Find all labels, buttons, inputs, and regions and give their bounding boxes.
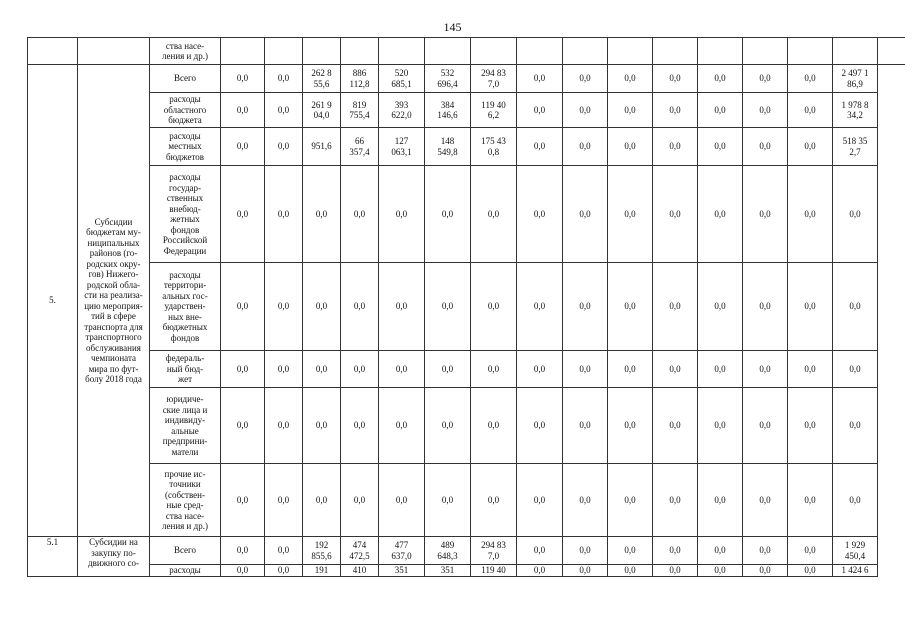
value-cell: 0,0	[653, 464, 698, 537]
value-cell: 294 83 7,0	[471, 65, 517, 93]
value-cell	[471, 38, 517, 65]
value-cell: 0,0	[517, 351, 563, 388]
value-cell: 0,0	[743, 263, 788, 351]
row-number: 5.1	[28, 537, 78, 577]
value-cell: 0,0	[653, 565, 698, 577]
value-cell: 0,0	[833, 464, 878, 537]
value-cell	[698, 38, 743, 65]
table-row	[28, 38, 905, 65]
value-cell: 477 637,0	[379, 537, 425, 565]
value-cell: 0,0	[379, 464, 425, 537]
funding-source: Всего	[150, 537, 221, 565]
funding-source: расходы территори- альных гос- ударствен- ных вне- бюджетных фондов	[150, 263, 221, 351]
table-row	[28, 565, 905, 577]
value-cell: 0,0	[653, 93, 698, 128]
value-cell: 0,0	[608, 388, 653, 464]
value-cell: 0,0	[698, 263, 743, 351]
value-cell: 520 685,1	[379, 65, 425, 93]
value-cell: 0,0	[221, 565, 265, 577]
value-cell: 410	[341, 565, 379, 577]
value-cell: 819 755,4	[341, 93, 379, 128]
value-cell	[221, 38, 265, 65]
value-cell: 0,0	[698, 464, 743, 537]
value-cell: 0,0	[265, 565, 303, 577]
value-cell: 0,0	[743, 388, 788, 464]
value-cell: 0,0	[341, 351, 379, 388]
value-cell: 0,0	[833, 263, 878, 351]
value-cell: 0,0	[743, 166, 788, 263]
value-cell: 0,0	[265, 464, 303, 537]
value-cell: 0,0	[517, 128, 563, 166]
value-cell: 192 855,6	[303, 537, 341, 565]
value-cell: 119 40	[471, 565, 517, 577]
value-cell: 0,0	[653, 128, 698, 166]
table-row	[28, 93, 905, 128]
value-cell: 0,0	[698, 65, 743, 93]
value-cell: 393 622,0	[379, 93, 425, 128]
value-cell: 0,0	[265, 128, 303, 166]
value-cell: 119 40 6,2	[471, 93, 517, 128]
value-cell: 148 549,8	[425, 128, 471, 166]
value-cell: 0,0	[788, 537, 833, 565]
value-cell: 0,0	[563, 351, 608, 388]
value-cell: 0,0	[471, 263, 517, 351]
measure-name: Субсидии на закупку по- движного со-	[78, 537, 150, 577]
funding-source: Всего	[150, 65, 221, 93]
value-cell: 0,0	[221, 128, 265, 166]
table-row	[28, 166, 905, 263]
value-cell: 127 063,1	[379, 128, 425, 166]
value-cell: 951,6	[303, 128, 341, 166]
source-cell: ства насе- ления и др.)	[150, 38, 221, 65]
value-cell: 0,0	[221, 388, 265, 464]
table-row	[28, 537, 905, 565]
value-cell: 0,0	[379, 166, 425, 263]
value-cell: 0,0	[698, 128, 743, 166]
value-cell: 0,0	[608, 128, 653, 166]
value-cell: 262 8 55,6	[303, 65, 341, 93]
funding-source: расходы местных бюджетов	[150, 128, 221, 166]
value-cell: 351	[379, 565, 425, 577]
value-cell: 0,0	[221, 464, 265, 537]
value-cell: 351	[425, 565, 471, 577]
value-cell: 0,0	[517, 464, 563, 537]
value-cell	[743, 38, 788, 65]
value-cell: 0,0	[563, 388, 608, 464]
value-cell	[653, 38, 698, 65]
value-cell: 0,0	[833, 351, 878, 388]
value-cell: 0,0	[517, 65, 563, 93]
value-cell: 0,0	[788, 128, 833, 166]
value-cell: 0,0	[221, 537, 265, 565]
value-cell: 0,0	[698, 351, 743, 388]
budget-table	[27, 37, 905, 577]
value-cell	[265, 38, 303, 65]
value-cell: 0,0	[517, 263, 563, 351]
funding-source: расходы государ- ственных внебюд- жетных фондов Российской Федерации	[150, 166, 221, 263]
page-number: 145	[443, 20, 462, 34]
funding-source: федераль- ный бюд- жет	[150, 351, 221, 388]
value-cell	[608, 38, 653, 65]
value-cell	[341, 38, 379, 65]
value-cell: 474 472,5	[341, 537, 379, 565]
value-cell: 0,0	[303, 351, 341, 388]
value-cell	[303, 38, 341, 65]
value-cell: 0,0	[743, 464, 788, 537]
number-cell	[28, 38, 78, 65]
value-cell: 0,0	[517, 166, 563, 263]
value-cell: 0,0	[425, 388, 471, 464]
value-cell: 0,0	[425, 166, 471, 263]
value-cell: 0,0	[517, 93, 563, 128]
value-cell: 0,0	[563, 166, 608, 263]
value-cell: 0,0	[221, 93, 265, 128]
value-cell: 0,0	[653, 166, 698, 263]
value-cell: 0,0	[379, 388, 425, 464]
value-cell	[788, 38, 833, 65]
value-cell: 0,0	[788, 565, 833, 577]
value-cell: 0,0	[379, 263, 425, 351]
value-cell: 0,0	[608, 464, 653, 537]
value-cell: 0,0	[653, 65, 698, 93]
value-cell: 0,0	[563, 263, 608, 351]
value-cell: 0,0	[608, 65, 653, 93]
value-cell: 0,0	[743, 565, 788, 577]
table-row	[28, 263, 905, 351]
value-cell: 0,0	[563, 128, 608, 166]
value-cell: 0,0	[221, 65, 265, 93]
value-cell: 489 648,3	[425, 537, 471, 565]
value-cell: 0,0	[608, 93, 653, 128]
value-cell: 0,0	[743, 537, 788, 565]
value-cell: 0,0	[608, 166, 653, 263]
funding-source: расходы областного бюджета	[150, 93, 221, 128]
value-cell	[563, 38, 608, 65]
value-cell: 0,0	[303, 464, 341, 537]
name-cell	[78, 38, 150, 65]
value-cell: 294 83 7,0	[471, 537, 517, 565]
value-cell: 0,0	[265, 166, 303, 263]
value-cell	[833, 38, 878, 65]
value-cell: 0,0	[303, 388, 341, 464]
value-cell: 66 357,4	[341, 128, 379, 166]
value-cell: 1 978 8 34,2	[833, 93, 878, 128]
value-cell	[379, 38, 425, 65]
value-cell: 0,0	[303, 166, 341, 263]
value-cell: 0,0	[341, 263, 379, 351]
value-cell: 0,0	[608, 263, 653, 351]
value-cell: 0,0	[608, 565, 653, 577]
value-cell: 0,0	[653, 263, 698, 351]
value-cell: 175 43 0,8	[471, 128, 517, 166]
value-cell: 2 497 1 86,9	[833, 65, 878, 93]
value-cell: 0,0	[653, 351, 698, 388]
value-cell: 0,0	[608, 351, 653, 388]
value-cell: 0,0	[517, 537, 563, 565]
value-cell: 0,0	[833, 166, 878, 263]
value-cell: 886 112,8	[341, 65, 379, 93]
value-cell: 0,0	[265, 537, 303, 565]
value-cell: 0,0	[698, 93, 743, 128]
value-cell: 384 146,6	[425, 93, 471, 128]
value-cell: 0,0	[788, 388, 833, 464]
value-cell: 261 9 04,0	[303, 93, 341, 128]
table-row	[28, 128, 905, 166]
value-cell: 518 35 2,7	[833, 128, 878, 166]
value-cell: 0,0	[265, 93, 303, 128]
value-cell: 0,0	[303, 263, 341, 351]
value-cell: 0,0	[341, 166, 379, 263]
value-cell: 0,0	[788, 166, 833, 263]
table-row	[28, 351, 905, 388]
value-cell: 0,0	[698, 537, 743, 565]
value-cell: 1 424 6	[833, 565, 878, 577]
value-cell: 0,0	[425, 351, 471, 388]
value-cell: 1 929 450,4	[833, 537, 878, 565]
value-cell: 0,0	[265, 65, 303, 93]
value-cell: 0,0	[425, 464, 471, 537]
value-cell: 0,0	[563, 464, 608, 537]
value-cell: 0,0	[221, 351, 265, 388]
funding-source: юридиче- ские лица и индивиду- альные предприни- матели	[150, 388, 221, 464]
value-cell: 0,0	[788, 65, 833, 93]
value-cell: 0,0	[653, 388, 698, 464]
value-cell: 0,0	[517, 565, 563, 577]
value-cell: 0,0	[698, 565, 743, 577]
value-cell: 0,0	[788, 263, 833, 351]
value-cell: 0,0	[265, 388, 303, 464]
value-cell: 0,0	[608, 537, 653, 565]
value-cell: 191	[303, 565, 341, 577]
value-cell: 0,0	[563, 65, 608, 93]
value-cell: 0,0	[743, 65, 788, 93]
value-cell: 0,0	[221, 263, 265, 351]
table-row	[28, 464, 905, 537]
table-row	[28, 65, 905, 93]
value-cell: 0,0	[471, 351, 517, 388]
value-cell	[517, 38, 563, 65]
value-cell: 0,0	[563, 565, 608, 577]
value-cell: 0,0	[698, 388, 743, 464]
value-cell: 0,0	[379, 351, 425, 388]
value-cell: 532 696,4	[425, 65, 471, 93]
row-number: 5.	[28, 65, 78, 537]
value-cell: 0,0	[833, 388, 878, 464]
value-cell: 0,0	[517, 388, 563, 464]
value-cell: 0,0	[698, 166, 743, 263]
value-cell: 0,0	[743, 128, 788, 166]
value-cell: 0,0	[265, 263, 303, 351]
value-cell: 0,0	[471, 388, 517, 464]
funding-source: расходы	[150, 565, 221, 577]
funding-source: прочие ис- точники (собствен- ные сред- ства насе- ления и др.)	[150, 464, 221, 537]
value-cell: 0,0	[743, 351, 788, 388]
value-cell: 0,0	[265, 351, 303, 388]
value-cell: 0,0	[788, 93, 833, 128]
value-cell: 0,0	[743, 93, 788, 128]
value-cell	[425, 38, 471, 65]
measure-name: Субсидии бюджетам му- ниципальных районов (го- родских окру- гов) Нижего- родской обла- сти на реализа- цию мероприя- тий в сфере транспорта для транспортного обслуживания чемпионата мира по фут- болу 2018 года	[78, 65, 150, 537]
value-cell: 0,0	[563, 93, 608, 128]
value-cell: 0,0	[653, 537, 698, 565]
value-cell: 0,0	[788, 464, 833, 537]
value-cell: 0,0	[425, 263, 471, 351]
value-cell: 0,0	[563, 537, 608, 565]
value-cell: 0,0	[788, 351, 833, 388]
value-cell	[878, 38, 905, 65]
value-cell: 0,0	[221, 166, 265, 263]
value-cell: 0,0	[341, 464, 379, 537]
value-cell: 0,0	[341, 388, 379, 464]
value-cell: 0,0	[471, 166, 517, 263]
table-row	[28, 388, 905, 464]
value-cell: 0,0	[471, 464, 517, 537]
